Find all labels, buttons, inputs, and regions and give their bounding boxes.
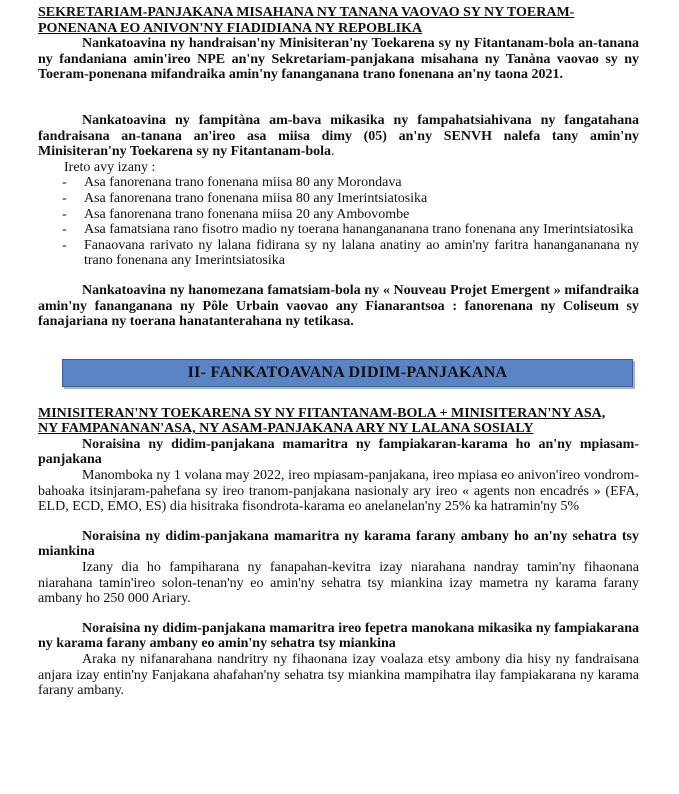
decree-title: Noraisina ny didim-panjakana mamaritra ny fampiakaran-karama ho an'ny mpiasam-panjakana <box>38 436 639 468</box>
paragraph-text: Nankatoavina ny fampitàna am-bava mikasika ny fampahatsiahivana ny fangatahana fandraisana an-tanana an'ireo asa miisa dimy (05) an'ny SENVH nalefa tany amin'ny Minisiteran'ny Toekarena sy ny Fitantanam-bola <box>38 112 639 160</box>
project-list <box>38 175 639 269</box>
list-item <box>38 238 639 269</box>
list-item <box>38 191 639 207</box>
paragraph-coliseum: Nankatoavina ny hanomezana famatsiam-bola ny « Nouveau Projet Emergent » mifandraika amin'ny fananganana ny Pôle Urbain vaovao any Fianarantsoa : fanorenana ny Coliseum sy fanajariana ny toerana hanatanterahana ny tetikasa. <box>38 282 639 330</box>
section-banner: II- FANKATOAVANA DIDIM-PANJAKANA <box>62 359 633 387</box>
paragraph-npe-funding: Nankatoavina ny handraisan'ny Minisiteran'ny Toekarena sy ny Fitantanam-bola an-tanana ny fandaniana amin'ireo NPE an'ny Sekretariam-panjakana misahana ny Tanàna vaovao sy ny Toeram-ponenana mifandraika amin'ny fananganana trano fonenana an'ny taona 2021. <box>38 36 639 83</box>
decree-body: Izany dia ho fampiharana ny fanapahan-kevitra izay niarahana nandray tamin'ny fihaonana niarahana tamin'ireo solon-tenan'ny eo amin'ny sehatra tsy miankina izay mametra ny karama farany ambany ho 250 000 Ariary. <box>38 560 639 607</box>
paragraph-end: . <box>331 144 335 160</box>
list-item-text: Asa famatsiana rano fisotro madio ny toerana hanangananana trano fonenana any Imerintsiatosika <box>84 222 634 238</box>
dash-bullet: - <box>62 206 67 222</box>
heading-line: PONENANA EO ANIVON'NY FIADIDIANA NY REPOBLIKA <box>38 20 423 36</box>
dash-bullet: - <box>62 237 67 253</box>
list-item <box>38 175 639 191</box>
list-item-text: Asa fanorenana trano fonenana miisa 80 any Imerintsiatosika <box>84 190 428 206</box>
decree-body: Manomboka ny 1 volana may 2022, ireo mpiasam-panjakana, ireo mpiasa eo anivon'ireo vondrom-bahoaka itsinjaram-pahefana sy ireo tranom-panjakana nasionaly ary ireo « agents non encadrés » (EFA, ELD, ECD, EMO, ES) dia hisitraka fisondrota-karama eo anelanelan'ny 25% ka hatramin'ny 5% <box>38 468 639 515</box>
heading-line: SEKRETARIAM-PANJAKANA MISAHANA NY TANANA VAOVAO SY NY TOERAM- <box>38 5 575 20</box>
dash-bullet: - <box>62 190 67 206</box>
decree-title: Noraisina ny didim-panjakana mamaritra ireo fepetra manokana mikasika ny fampiakarana ny karama farany ambany eo amin'ny sehatra tsy miankina <box>38 620 639 652</box>
list-item-text: Asa fanorenana trano fonenana miisa 20 any Ambovombe <box>84 206 410 222</box>
decree-title: Noraisina ny didim-panjakana mamaritra ny karama farany ambany ho an'ny sehatra tsy miankina <box>38 528 639 560</box>
dash-bullet: - <box>62 222 67 238</box>
heading-line: MINISITERAN'NY TOEKARENA SY NY FITANTANAM-BOLA + MINISITERAN'NY ASA, <box>38 405 606 421</box>
list-item-text: Fanaovana rarivato ny lalana fidirana sy ny lalana anatiny ao amin'ny faritra hanangananana ny trano fonenana any Imerintsiatosika <box>84 237 639 269</box>
dash-bullet: - <box>62 175 67 191</box>
list-item <box>38 222 639 238</box>
list-item-text: Asa fanorenana trano fonenana miisa 80 any Morondava <box>84 175 402 191</box>
heading-line: NY FAMPANANAN'ASA, NY ASAM-PANJAKANA ARY NY LALANA SOSIALY <box>38 421 534 437</box>
ministry-heading <box>38 406 639 437</box>
secretariat-heading <box>38 5 639 36</box>
paragraph-senvh-request <box>38 113 639 160</box>
list-item <box>38 207 639 223</box>
list-intro: Ireto avy izany : <box>64 159 156 175</box>
decree-body: Araka ny nifanarahana nandritry ny fihaonana izay voalaza etsy ambony dia hisy ny fandraisana anjara izay entin'ny Fanjakana ahafahan'ny sehatra tsy miankina mampihatra ilay fampiakarana ny karama farany ambany. <box>38 652 639 699</box>
